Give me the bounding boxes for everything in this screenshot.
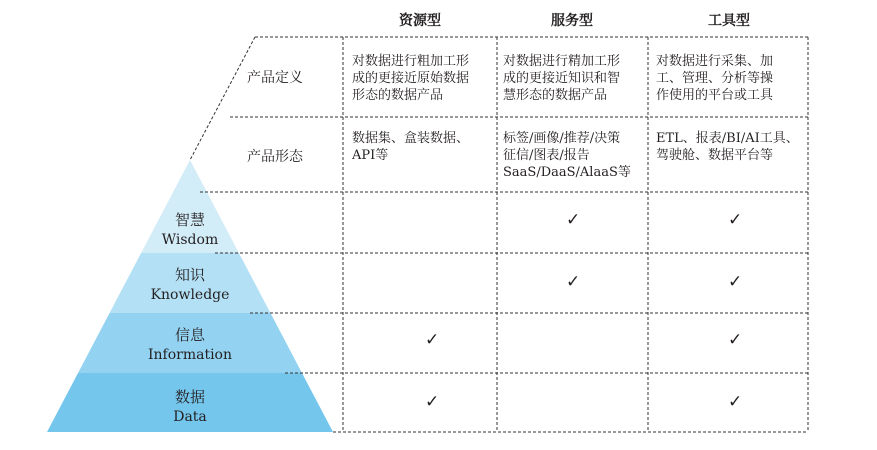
definition-cell-resource: 对数据进行粗加工形 成的更接近原始数据 形态的数据产品 bbox=[352, 54, 470, 103]
check-mark-data-tool: ✓ bbox=[728, 392, 743, 412]
definition-cell-service: 对数据进行精加工形 成的更接近知识和智 慧形态的数据产品 bbox=[503, 54, 621, 103]
definition-cell-tool: 对数据进行采集、加 工、管理、分析等操 作使用的平台或工具 bbox=[656, 54, 774, 103]
row-label-form: 产品形态 bbox=[247, 149, 303, 165]
check-mark-knowledge-service: ✓ bbox=[566, 272, 581, 292]
check-mark-wisdom-tool: ✓ bbox=[728, 210, 743, 230]
pyramid-label-information: 信息 Information bbox=[147, 326, 233, 363]
check-mark-wisdom-service: ✓ bbox=[566, 210, 581, 230]
check-mark-knowledge-tool: ✓ bbox=[728, 272, 743, 292]
form-cell-resource: 数据集、盒装数据、 API等 bbox=[352, 131, 470, 163]
form-cell-service: 标签/画像/推荐/决策 征信/图表/报告 SaaS/DaaS/AlaaS等 bbox=[503, 131, 631, 180]
pyramid-label-wisdom: 智慧 Wisdom bbox=[161, 211, 219, 248]
form-cell-tool: ETL、报表/BI/AI工具、 驾驶舱、数据平台等 bbox=[656, 131, 799, 163]
column-header-service: 服务型 bbox=[551, 13, 593, 29]
row-label-definition: 产品定义 bbox=[247, 70, 303, 86]
pyramid-label-knowledge: 知识 Knowledge bbox=[150, 266, 230, 303]
grid-line-diagonal bbox=[190, 37, 255, 160]
column-header-tool: 工具型 bbox=[708, 13, 750, 29]
check-mark-information-tool: ✓ bbox=[728, 330, 743, 350]
pyramid-label-data: 数据 Data bbox=[173, 388, 207, 425]
column-header-resource: 资源型 bbox=[399, 13, 441, 29]
check-mark-information-resource: ✓ bbox=[425, 330, 440, 350]
check-mark-data-resource: ✓ bbox=[425, 392, 440, 412]
